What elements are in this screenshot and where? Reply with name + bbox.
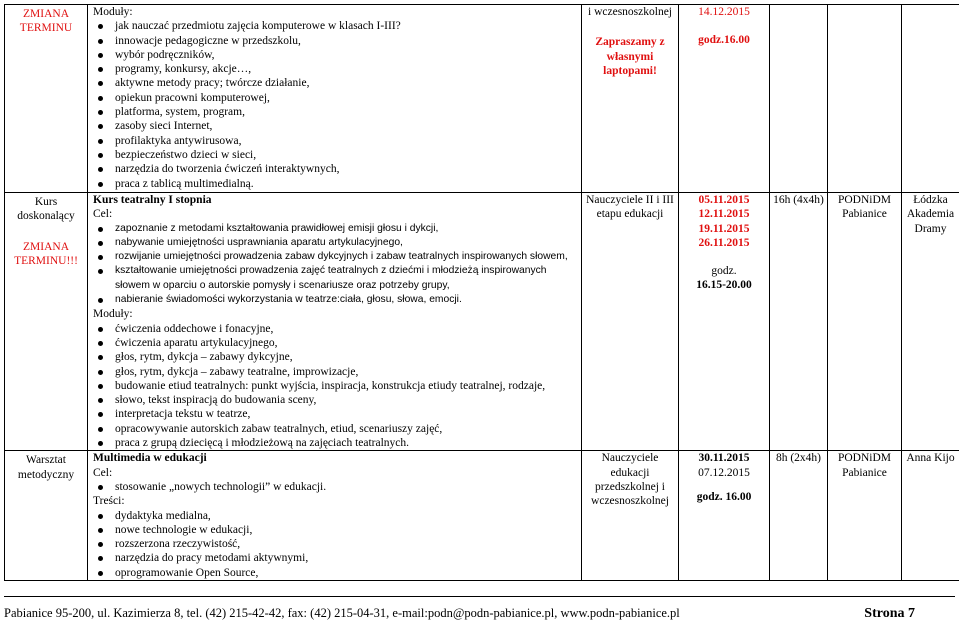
training-type-cell: [5, 193, 88, 451]
page-number: Strona 7: [864, 606, 915, 621]
hours-cell: 16h (4x4h): [770, 193, 828, 451]
list-item: opiekun pracowni komputerowej,: [115, 91, 579, 105]
list-item: praca z tablicą multimedialną.: [115, 177, 579, 191]
date-line: 19.11.2015: [698, 222, 750, 235]
date-line: 26.11.2015: [698, 236, 750, 249]
list-item: nowe technologie w edukacji,: [115, 523, 579, 537]
date-line: 30.11.2015: [698, 452, 750, 465]
date-line: [681, 480, 767, 490]
date-line: 12.11.2015: [698, 208, 750, 221]
list-item: ćwiczenia oddechowe i fonacyjne,: [115, 322, 579, 336]
dates-cell: [679, 193, 770, 451]
audience-cell: [582, 193, 679, 451]
list-item: platforma, system, program,: [115, 105, 579, 119]
list-item: głos, rytm, dykcja – zabawy teatralne, improwizacje,: [115, 365, 579, 379]
list-item: oprogramowanie Open Source,: [115, 566, 579, 580]
list-item: narzędzia do tworzenia ćwiczeń interaktywnych,: [115, 162, 579, 176]
bullet-list: [93, 222, 579, 308]
bullet-list: [93, 19, 579, 191]
place-cell: PODNiDM Pabianice: [828, 451, 902, 581]
date-line: godz.16.00: [698, 34, 750, 47]
list-item: wybór podręczników,: [115, 48, 579, 62]
trainer-cell: [902, 5, 959, 193]
training-type-label: Kurs doskonalący: [17, 196, 75, 223]
bullet-list: [93, 509, 579, 580]
section-label: Cel:: [93, 466, 113, 479]
hours-cell: [770, 5, 828, 193]
section-label: Cel:: [93, 208, 113, 221]
training-title: Multimedia w edukacji: [93, 452, 207, 465]
list-item: słowo, tekst inspiracją do budowania sceny,: [115, 393, 579, 407]
date-line: 16.15-20.00: [696, 279, 752, 292]
list-item: budowanie etiud teatralnych: punkt wyjścia, inspiracja, konstrukcja etiudy teatralnej, rodzaje,: [115, 379, 579, 393]
table-row: [5, 451, 959, 581]
training-content-cell: [88, 193, 582, 451]
list-item: dydaktyka medialna,: [115, 509, 579, 523]
list-item: bezpieczeństwo dzieci w sieci,: [115, 148, 579, 162]
training-type-label: ZMIANA TERMINU: [19, 8, 73, 35]
footer-rule: [4, 596, 955, 597]
audience-cell: [582, 5, 679, 193]
list-item: interpretacja tekstu w teatrze,: [115, 407, 579, 421]
bullet-list: [93, 322, 579, 451]
training-type-label: Warsztat metodyczny: [17, 454, 75, 481]
list-item: głos, rytm, dykcja – zabawy dykcyjne,: [115, 350, 579, 364]
list-item: opracowywanie autorskich zabaw teatralnych, etiud, scenariuszy zajęć,: [115, 422, 579, 436]
invitation-note: Zapraszamy z własnymi laptopami!: [595, 36, 665, 77]
list-item: rozszerzona rzeczywistość,: [115, 537, 579, 551]
training-content-cell: [88, 451, 582, 581]
list-item: rozwijanie umiejętności prowadzenia zabaw dykcyjnych i zabaw teatralnych inspirowanych słowem,: [115, 250, 579, 264]
hours-cell: 8h (2x4h): [770, 451, 828, 581]
list-item: kształtowanie umiejętności prowadzenia zajęć teatralnych z dziećmi i młodzieżą inspirowanych słowem w oparciu o autorskie pomysły i scenariusze oraz potrzeby grupy,: [115, 264, 579, 293]
list-item: aktywne metody pracy; twórcze działanie,: [115, 76, 579, 90]
section-label: Treści:: [93, 495, 125, 508]
audience-text: Nauczyciele edukacji przedszkolnej i wczesnoszkolnej: [591, 452, 669, 508]
audience-text: Nauczyciele II i III etapu edukacji: [586, 194, 674, 221]
section-label: Moduły:: [93, 308, 133, 321]
table-row: [5, 5, 959, 193]
list-item: praca z grupą dziecięcą i młodzieżową na zajęciach teatralnych.: [115, 436, 579, 450]
section-label: Moduły:: [93, 6, 133, 18]
footer-address: Pabianice 95-200, ul. Kazimierza 8, tel. (42) 215-42-42, fax: (42) 215-04-31, e-mail:podn@podn-pabianice.pl, www.podn-pabianice.pl: [4, 606, 680, 620]
date-line: godz.: [711, 265, 737, 278]
date-line: godz. 16.00: [696, 490, 752, 503]
training-type-cell: [5, 451, 88, 581]
date-line: 05.11.2015: [698, 194, 750, 206]
list-item: nabywanie umiejętności usprawniania aparatu artykulacyjnego,: [115, 236, 579, 250]
list-item: jak nauczać przedmiotu zajęcia komputerowe w klasach I-III?: [115, 19, 579, 33]
audience-text: i wczesnoszkolnej: [588, 6, 672, 18]
page-footer: [4, 606, 955, 621]
dates-cell: [679, 5, 770, 193]
list-item: programy, konkursy, akcje…,: [115, 62, 579, 76]
place-cell: [828, 5, 902, 193]
training-type-label: ZMIANA TERMINU!!!: [14, 240, 78, 267]
trainer-cell: Łódzka Akademia Dramy: [902, 193, 959, 451]
table-row: [5, 193, 959, 451]
list-item: innowacje pedagogiczne w przedszkolu,: [115, 34, 579, 48]
trainer-cell: Anna Kijo: [902, 451, 959, 581]
training-title: Kurs teatralny I stopnia: [93, 194, 212, 206]
list-item: narzędzia do pracy metodami aktywnymi,: [115, 551, 579, 565]
list-item: ćwiczenia aparatu artykulacyjnego,: [115, 336, 579, 350]
audience-cell: [582, 451, 679, 581]
list-item: profilaktyka antywirusowa,: [115, 134, 579, 148]
date-line: 14.12.2015: [698, 6, 750, 18]
list-item: zapoznanie z metodami kształtowania prawidłowej emisji głosu i dykcji,: [115, 222, 579, 236]
bullet-list: [93, 480, 579, 494]
date-line: 07.12.2015: [698, 466, 750, 479]
list-item: zasoby sieci Internet,: [115, 119, 579, 133]
dates-cell: [679, 451, 770, 581]
list-item: stosowanie „nowych technologii” w edukacji.: [115, 480, 579, 494]
training-content-cell: [88, 5, 582, 193]
list-item: nabieranie świadomości wykorzystania w teatrze:ciała, głosu, słowa, emocji.: [115, 293, 579, 307]
place-cell: PODNiDM Pabianice: [828, 193, 902, 451]
training-table: [4, 4, 959, 581]
training-type-cell: [5, 5, 88, 193]
